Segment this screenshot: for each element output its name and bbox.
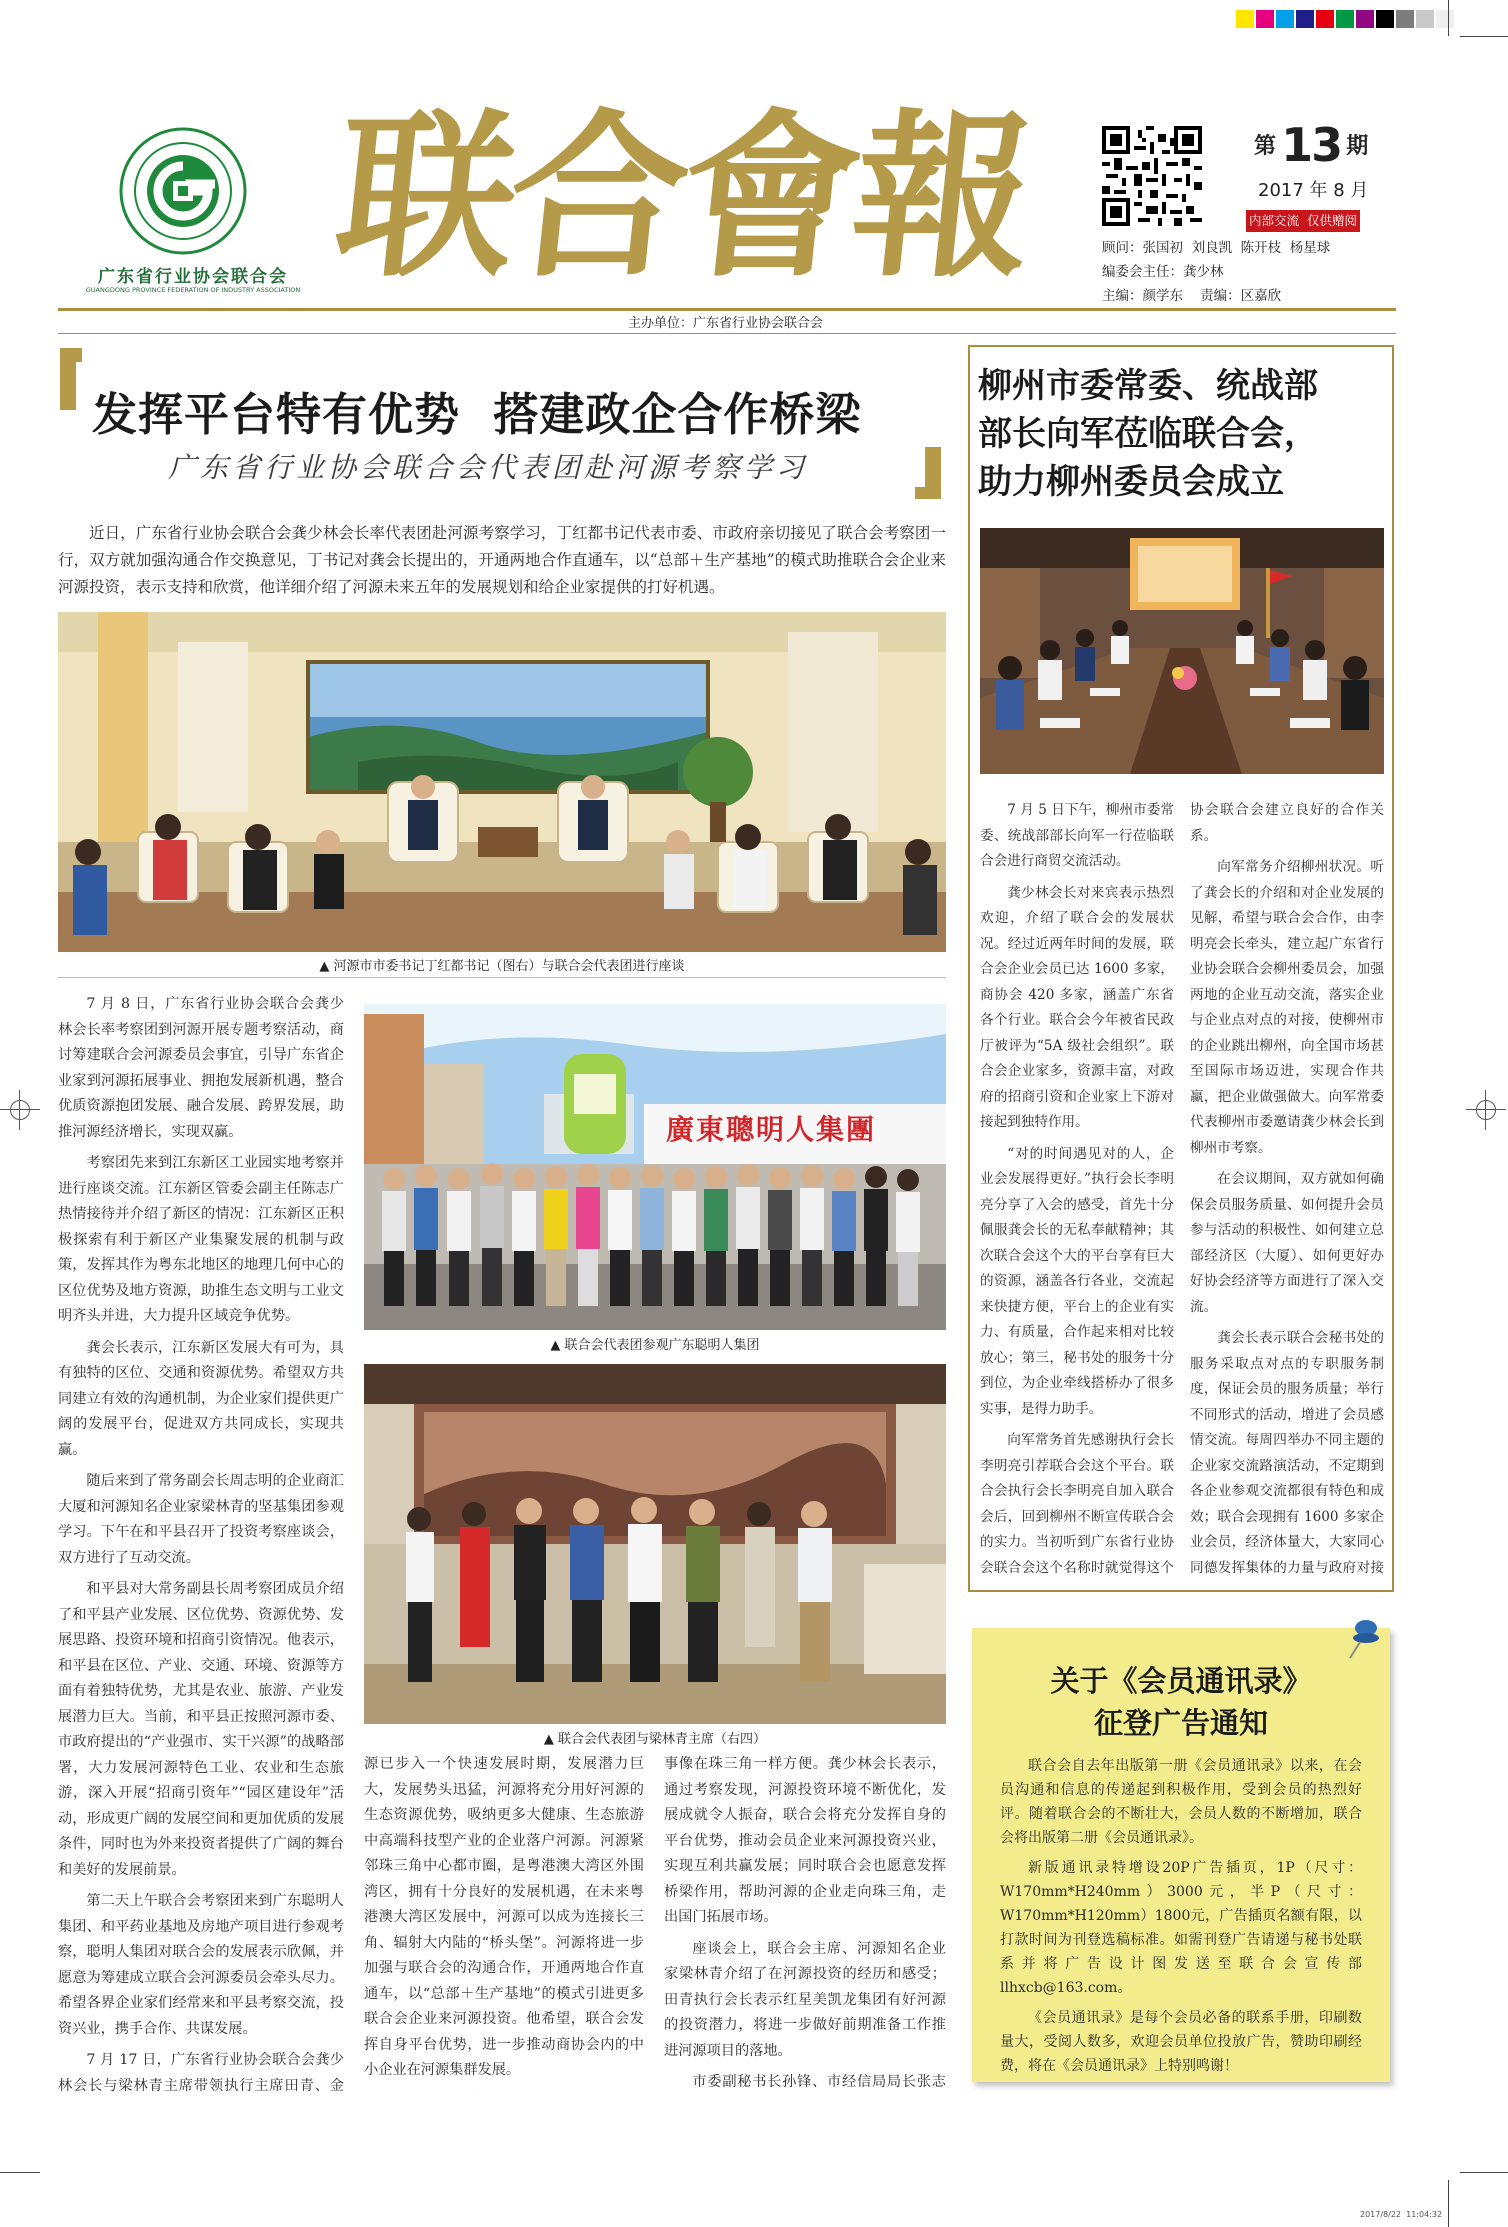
- swatch-green: [1336, 10, 1354, 28]
- paragraph: 7 月 17 日，广东省行业协会联合会龚少林会长与梁林青主席带领执行主席田青、金: [58, 2052, 344, 2094]
- paragraph: 和平县对大常务副县长周考察团成员介绍了和平县产业发展、区位优势、资源优势、发展思路、投资环境和招商引资情况。他表示，和平县在区位、产业、交通、环境、资源等方面有着独特优势，尤其是农业、旅游、产业发展潜力巨大。当前，和平县正按照河源市委、市政府提出的“产业强市、实干兴源”的战略部署，大力发展河源特色工业、农业和生态旅游，深入开展“招商引资年”“园区建设年”活动，形成更广阔的发展空间和更加优质的发展条件，同时也为外来投资者提供了广阔的舞台和美好的发展前景。: [58, 1581, 344, 1878]
- crop-mark: [1448, 2180, 1449, 2227]
- crop-mark: [1460, 36, 1508, 37]
- paragraph: 龚少林会长对来宾表示热烈欢迎，介绍了联合会的发展状况。经过近两年时间的发展，联合会企业会员已达 1600 多家，商协会 420 多家，涵盖广东省各个行业。联合会今年被省民政厅被评为“5A 级社会组织”。联合会企业家多，资源丰富，对政府的招商引资和企业家上下游对接起到独特作用。: [980, 884, 1174, 1130]
- main-article-col2: [364, 1752, 644, 2094]
- paragraph: 市委副秘书长孙锋、市经信局局长张志: [692, 2074, 946, 2090]
- crop-mark: [1448, 0, 1449, 36]
- editorial-director: 编委会主任：龚少林: [1102, 264, 1224, 280]
- swatch-yellow: [1236, 10, 1254, 28]
- main-article-col3: [664, 1752, 946, 2094]
- editors: 主编：颜学东 责编：区嘉欣: [1102, 288, 1282, 304]
- paragraph: 在会议期间，双方就如何确保会员服务质量、如何提升会员参与活动的积极性、如何建立总部经济区（大厦）、如何更好办好协会经济等方面进行了深入交流。: [1190, 1171, 1384, 1315]
- org-name: 广东省行业协会联合会: [98, 267, 288, 287]
- paragraph: 联合会自去年出版第一册《会员通讯录》以来，在会员沟通和信息的传递起到积极作用，受到会员的热烈好评。随着联合会的不断壮大，会员人数的不断增加，联合会将出版第二册《会员通讯录》。: [1000, 1758, 1362, 1846]
- paragraph: 7 月 8 日，广东省行业协会联合会龚少林会长率考察团到河源开展专题考察活动，商讨筹建联合会河源委员会事宜，引导广东省企业家到河源拓展事业、拥抱发展新机遇，整合优质资源抱团发展、融合发展、跨界发展，助推河源经济增长，实现双赢。: [58, 996, 344, 1140]
- photo-liuzhou-meeting: [980, 528, 1384, 774]
- notice-title-line: 关于《会员通讯录》: [1050, 1664, 1312, 1698]
- caption-chairman-group: ▲ 联合会代表团与梁林青主席（右四）: [543, 1732, 767, 1747]
- issue-prefix: 第: [1254, 134, 1277, 159]
- masthead-rule-thin: [58, 333, 1396, 334]
- issue-number-block: [1254, 118, 1374, 174]
- paragraph: 考察团先来到江东新区工业园实地考察并进行座谈交流。江东新区管委会副主任陈志广热情接待并介绍了新区的情况：江东新区正积极探索有利于新区产业集聚发展的机制与政策，发挥其作为粤东北地区的地理几何中心的区位优势及地方资源，助推生态文明与工业文明齐头并进，大力提升区域竞争优势。: [58, 1155, 344, 1324]
- paragraph: 座谈会上，联合会主席、河源知名企业家梁林青介绍了在河源投资的经历和感受；田青执行会长表示红星美凯龙集团有好河源的投资潜力，将进一步做好前期准备工作推进河源项目的落地。: [664, 1940, 946, 2059]
- side-article-col1: [980, 798, 1174, 1578]
- print-timestamp: 2017/8/22 11:04:32: [1360, 2210, 1443, 2219]
- main-lead: [58, 520, 946, 607]
- side-headline-line: 助力柳州委员会成立: [978, 462, 1284, 502]
- issue-date: 2017 年 8 月: [1258, 180, 1369, 201]
- lead-paragraph: 近日，广东省行业协会联合会龚少林会长率代表团赴河源考察学习，丁红都书记代表市委、市政府亲切接见了联合会考察团一行，双方就加强沟通合作交换意见，丁书记对龚会长提出的，开通两地合作直通车，以“总部＋生产基地”的模式助推联合会企业来河源投资，表示支持和欣赏，他详细介绍了河源未来五年的发展规划和给企业家提供的打好机遇。: [58, 524, 946, 596]
- registration-mark: [1466, 1090, 1506, 1130]
- sponsor: 主办单位：广东省行业协会联合会: [628, 316, 824, 331]
- headline-bracket-left-top: [60, 348, 82, 362]
- paragraph: 龚会长表示联合会秘书处的服务采取点对点的专职服务制度，保证会员的服务质量；举行不同形式的活动，增进了会员感情交流。每周四举办不同主题的企业家交流路演活动，不定期到各企业参观交流都很有特色和成效；联合会现拥有 1600 多家企业会员，经济体量大，大家同心同德发挥集体的力量与政府对接: [1190, 1330, 1384, 1576]
- swatch-white: [1436, 10, 1454, 28]
- paragraph: 第二天上午联合会考察团来到广东聪明人集团、和平药业基地及房地产项目进行参观考察，聪明人集团对联合会的发展表示欣佩，并愿意为筹建成立联合会河源委员会牵头尽力。希望各界企业家们经常来和平县考察交流，投资兴业，携手合作、共谋发展。: [58, 1893, 344, 2037]
- headline-bracket-right-bottom: [915, 487, 941, 499]
- swatch-red: [1316, 10, 1334, 28]
- swatch-cyan: [1276, 10, 1294, 28]
- masthead-rule: [58, 308, 1396, 311]
- factory-sign: 廣東聰明人集團: [666, 1113, 877, 1146]
- registration-mark: [0, 1090, 40, 1130]
- swatch-lightgray: [1416, 10, 1434, 28]
- notice-body: [1000, 1754, 1362, 2084]
- caption-rule: [58, 977, 946, 978]
- main-subheadline: 广东省行业协会联合会代表团赴河源考察学习: [168, 451, 809, 484]
- caption-factory-visit: ▲ 联合会代表团参观广东聪明人集团: [550, 1338, 760, 1353]
- swatch-blue: [1296, 10, 1314, 28]
- advisors: 顾问：张国初 刘良凯 陈开枝 杨星球: [1102, 240, 1331, 256]
- internal-note-badge: 内部交流 仅供赠阅: [1246, 210, 1360, 232]
- main-article-col1: [58, 992, 344, 2094]
- paragraph: [364, 2090, 644, 2095]
- group-people: [364, 1004, 946, 1330]
- paragraph: 龚会长表示，江东新区发展大有可为，具有独特的区位、交通和资源优势。希望双方共同建立有效的沟通机制，为企业家们提供更广阔的发展平台，促进双方共同成长，实现共赢。: [58, 1339, 344, 1458]
- caption-heyuan-meeting: ▲ 河源市市委书记丁红都书记（图右）与联合会代表团进行座谈: [319, 959, 685, 974]
- swatch-black: [1376, 10, 1394, 28]
- federation-logo: [118, 126, 248, 256]
- swatch-magenta: [1256, 10, 1274, 28]
- paragraph: 向军常务介绍柳州状况。听了龚会长的介绍和对企业发展的见解，希望与联合会合作，由李明亮会长牵头，建立起广东省行业协会联合会柳州委员会，加强两地的企业互动交流，落实企业与企业点对点的对接，使柳州市的企业跳出柳州，向全国市场甚至国际市场迈进，实现合作共赢，把企业做强做大。向军常委代表柳州市委邀请龚少林会长到柳州市考察。: [1190, 859, 1384, 1156]
- issue-number: 13: [1281, 118, 1342, 172]
- paragraph: “对的时间遇见对的人，企业会发展得更好。”执行会长李明亮分享了入会的感受，首先十分佩服龚会长的无私奉献精神；其次联合会这个大的平台享有巨大的资源，涵盖各行各业，交流起来快捷方便，平台上的企业有实力、有质量，合作起来相对比较放心；第三，秘书处的服务十分到位，为企业牵线搭桥办了很多实事，是得力助手。: [980, 1145, 1174, 1417]
- paragraph: 《会员通讯录》是每个会员必备的联系手册，印刷数量大，受阅人数多，欢迎会员单位投放广告，赞助印刷经费，将在《会员通讯录》上特别鸣谢！: [1000, 2010, 1362, 2074]
- photo-heyuan-meeting: [58, 612, 946, 952]
- side-headline-line: 部长向军莅临联合会，: [978, 414, 1318, 454]
- swatch-purple: [1356, 10, 1374, 28]
- qr-code: [1102, 126, 1202, 226]
- crop-mark: [1460, 2172, 1508, 2173]
- crop-mark: [0, 2172, 40, 2173]
- swatch-gray: [1396, 10, 1414, 28]
- paragraph: 随后来到了常务副会长周志明的企业商汇大厦和河源知名企业家梁林青的坚基集团参观学习。下午在和平县召开了投资考察座谈会，双方进行了互动交流。: [58, 1473, 344, 1566]
- paper-title: 联合會報: [327, 92, 1038, 301]
- side-headline: [978, 362, 1388, 506]
- issue-suffix: 期: [1346, 134, 1369, 159]
- side-article-col2: [1190, 798, 1384, 1578]
- side-headline-line: 柳州市委常委、统战部: [978, 366, 1318, 406]
- paragraph: 事像在珠三角一样方便。龚少林会长表示，通过考察发现，河源投资环境不断优化，发展成就令人振奋，联合会将充分发挥自身的平台优势，推动会员企业来河源投资兴业，实现互利共赢发展；同时联合会也愿意发挥桥梁作用，帮助河源的企业走向珠三角，走出国门拓展市场。: [664, 1756, 946, 1925]
- paragraph: 源已步入一个快速发展时期，发展潜力巨大，发展势头迅猛，河源将充分用好河源的生态资源优势，吸纳更多大健康、生态旅游中高端科技型产业的企业落户河源。河源紧邻珠三角中心都市圈，是粤港澳大湾区外围湾区，拥有十分良好的发展机遇，在未来粤港澳大湾区发展中，河源可以成为连接长三角、辐射大内陆的“桥头堡”。河源将进一步加强与联合会的沟通合作，开通两地合作直通车，以“总部＋生产基地”的模式引进更多联合会企业来河源投资。他希望，联合会发挥自身平台优势，进一步推动商协会内的中小企业在河源集群发展。: [364, 1756, 644, 2078]
- pushpin-icon: [1346, 1616, 1382, 1660]
- photo-chairman-group: [364, 1364, 946, 1724]
- org-name-en: GUANGDONG PROVINCE FEDERATION OF INDUSTRY ASSOCIATION: [85, 286, 301, 294]
- notice-title-line: 征登广告通知: [1093, 1706, 1268, 1740]
- main-headline: 发挥平台特有优势 搭建政企合作桥梁: [92, 388, 862, 441]
- photo-factory-visit: [364, 1004, 946, 1330]
- paragraph: 协会联合会建立良好的合作关系。: [1190, 802, 1384, 844]
- paragraph: 7 月 5 日下午，柳州市委常委、统战部部长向军一行莅临联合会进行商贸交流活动。: [980, 802, 1174, 869]
- paragraph: 向军常务首先感谢执行会长李明亮引荐联合会这个平台。联合会执行会长李明亮自加入联合会后，回到柳州不断宣传联合会的实力。当初听到广东省行业协会联合会这个名称时就觉得这个: [980, 1432, 1174, 1576]
- notice-title: [972, 1660, 1390, 1744]
- paragraph: 新版通讯录特增设20P广告插页，1P（尺寸：W170mm*H240mm）3000元，半P（尺寸：W170mm*H120mm）1800元，广告插页名额有限，以打款时间为刊登选稿标准。如需刊登广告请递与秘书处联系并将广告设计图发送至联合会宣传部 llhxcb@163.com。: [1000, 1860, 1362, 1996]
